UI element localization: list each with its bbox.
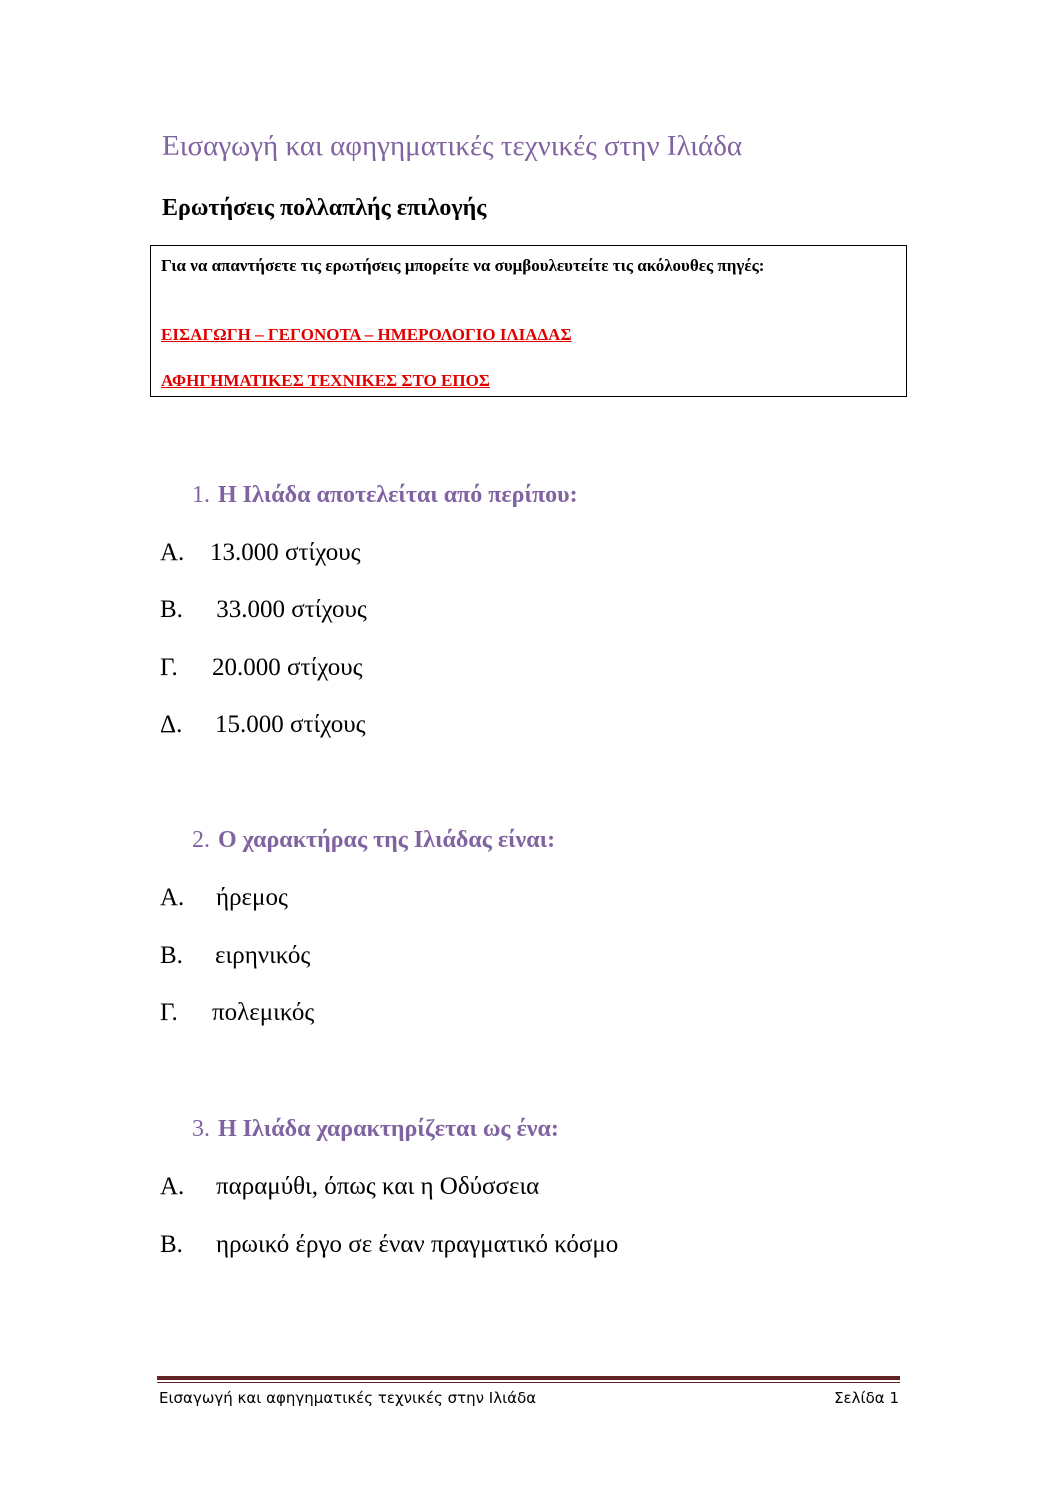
sources-box: [150, 245, 907, 397]
question-1: [192, 482, 578, 509]
option-text: ειρηνικός: [215, 942, 311, 969]
question-2-option-a[interactable]: [160, 884, 288, 912]
question-1-option-d[interactable]: [160, 711, 366, 739]
option-letter: Α.: [160, 1173, 185, 1200]
option-letter: Α.: [160, 884, 185, 911]
option-text: ήρεμος: [216, 884, 288, 911]
option-letter: Β.: [160, 1231, 183, 1258]
option-letter: Γ.: [160, 654, 178, 681]
question-2: [192, 827, 555, 854]
option-text: 13.000 στίχους: [210, 539, 361, 566]
footer-rule-thick: [157, 1376, 900, 1380]
option-letter: Β.: [160, 942, 183, 969]
sources-intro: Για να απαντήσετε τις ερωτήσεις μπορείτε να συμβουλευτείτε τις ακόλουθες πηγές:: [161, 256, 765, 275]
question-number: 2.: [192, 827, 210, 853]
question-1-option-c[interactable]: [160, 654, 363, 682]
footer-page-number: Σελίδα 1: [834, 1389, 899, 1407]
question-text: Η Ιλιάδα αποτελείται από περίπου:: [218, 482, 578, 508]
question-3-option-b[interactable]: [160, 1231, 618, 1259]
question-number: 1.: [192, 482, 210, 508]
question-number: 3.: [192, 1116, 210, 1142]
question-2-option-b[interactable]: [160, 942, 310, 970]
option-text: παραμύθι, όπως και η Οδύσσεια: [216, 1173, 540, 1200]
page-title: Εισαγωγή και αφηγηματικές τεχνικές στην Ιλιάδα: [162, 130, 743, 162]
question-text: Ο χαρακτήρας της Ιλιάδας είναι:: [218, 827, 556, 853]
option-letter: Δ.: [160, 711, 183, 738]
option-text: 33.000 στίχους: [210, 596, 367, 623]
question-2-option-c[interactable]: [160, 999, 314, 1027]
footer-rule-thin: [157, 1382, 900, 1383]
option-letter: Β.: [160, 596, 183, 623]
question-3-option-a[interactable]: [160, 1173, 539, 1201]
source-link-narrative-techniques[interactable]: ΑΦΗΓΗΜΑΤΙΚΕΣ ΤΕΧΝΙΚΕΣ ΣΤΟ ΕΠΟΣ: [161, 371, 490, 390]
question-3: [192, 1116, 559, 1143]
option-text: ηρωικό έργο σε έναν πραγματικό κόσμο: [216, 1231, 619, 1258]
option-text: πολεμικός: [212, 999, 315, 1026]
option-letter: Α.: [160, 539, 185, 566]
source-link-intro-events[interactable]: ΕΙΣΑΓΩΓΗ – ΓΕΓΟΝΟΤΑ – ΗΜΕΡΟΛΟΓΙΟ ΙΛΙΑΔΑΣ: [161, 325, 572, 344]
option-text: 15.000 στίχους: [215, 711, 366, 738]
question-text: Η Ιλιάδα χαρακτηρίζεται ως ένα:: [218, 1116, 559, 1142]
section-subtitle: Ερωτήσεις πολλαπλής επιλογής: [162, 195, 487, 221]
footer-document-title: Εισαγωγή και αφηγηματικές τεχνικές στην Ιλιάδα: [159, 1389, 537, 1407]
option-letter: Γ.: [160, 999, 178, 1026]
question-1-option-a[interactable]: [160, 539, 361, 567]
option-text: 20.000 στίχους: [212, 654, 363, 681]
question-1-option-b[interactable]: [160, 596, 367, 624]
